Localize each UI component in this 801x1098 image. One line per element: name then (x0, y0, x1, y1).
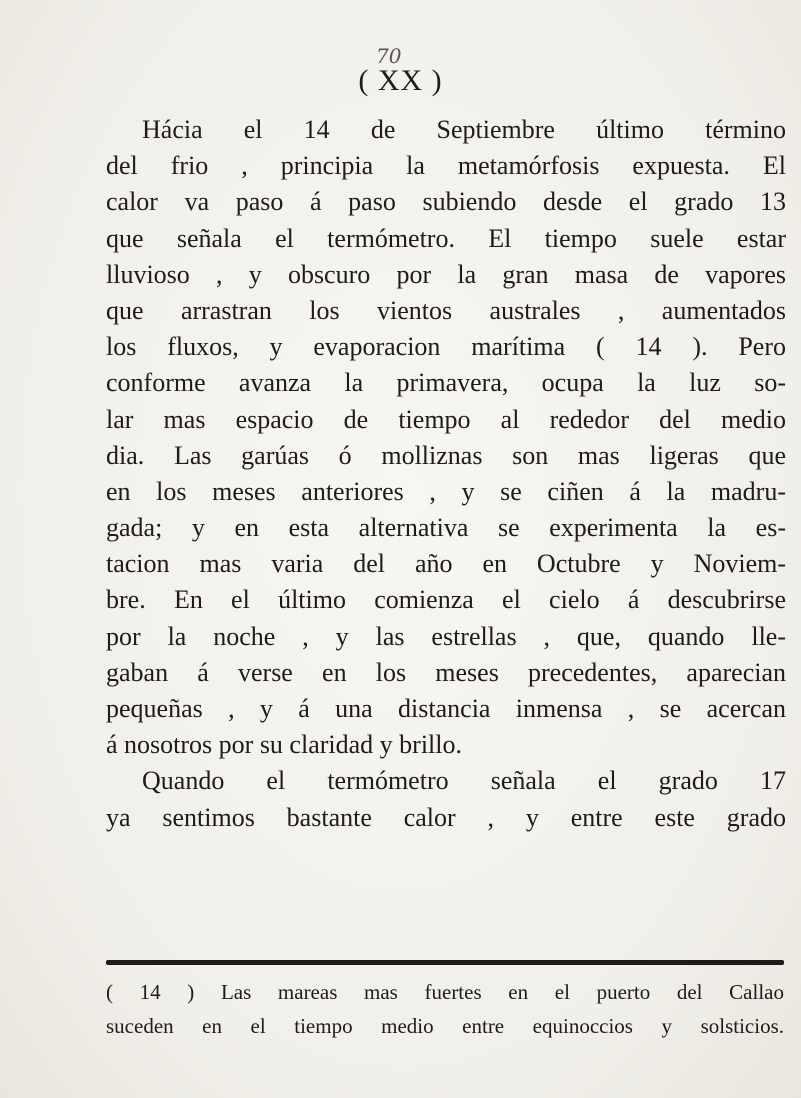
text-line: gada; y en esta alternativa se experimenta la es- (106, 513, 786, 543)
text-line: del frio , principia la metamórfosis expuesta. El (106, 151, 786, 181)
text-line: los fluxos, y evaporacion marítima ( 14 ). Pero (106, 332, 786, 362)
footnote-rule (106, 960, 784, 965)
footnote-line: suceden en el tiempo medio entre equinoccios y solsticios. (106, 1014, 784, 1038)
text-line: que arrastran los vientos australes , aumentados (106, 295, 786, 325)
text-line: en los meses anteriores , y se ciñen á la madru- (106, 476, 786, 506)
text-line: Hácia el 14 de Septiembre último término (142, 115, 786, 144)
text-line: gaban á verse en los meses precedentes, aparecian (106, 657, 786, 687)
text-line: bre. En el último comienza el cielo á descubrirse (106, 585, 786, 615)
text-line: Quando el termómetro señala el grado 17 (142, 766, 786, 796)
text-line: por la noche , y las estrellas , que, quando lle- (106, 621, 786, 651)
text-line: tacion mas varia del año en Octubre y Noviem- (106, 549, 786, 579)
handwritten-page-number: 70 (376, 44, 402, 68)
body-text (106, 112, 786, 836)
text-line: dia. Las garúas ó molliznas son mas ligeras que (106, 440, 786, 470)
text-line: lar mas espacio de tiempo al rededor del medio (106, 404, 786, 434)
text-line: ya sentimos bastante calor , y entre este grado (106, 802, 786, 832)
footnote-line: ( 14 ) Las mareas mas fuertes en el puerto del Callao (106, 980, 784, 1004)
page-header: ( XX ) (358, 64, 443, 97)
text-line: lluvioso , y obscuro por la gran masa de vapores (106, 259, 786, 289)
text-line: conforme avanza la primavera, ocupa la luz so- (106, 368, 786, 398)
text-line: calor va paso á paso subiendo desde el grado 13 (106, 187, 786, 217)
footnote (106, 975, 784, 1043)
text-line: que señala el termómetro. El tiempo suele estar (106, 223, 786, 253)
text-line: á nosotros por su claridad y brillo. (106, 730, 462, 760)
text-line: pequeñas , y á una distancia inmensa , se acercan (106, 694, 786, 723)
